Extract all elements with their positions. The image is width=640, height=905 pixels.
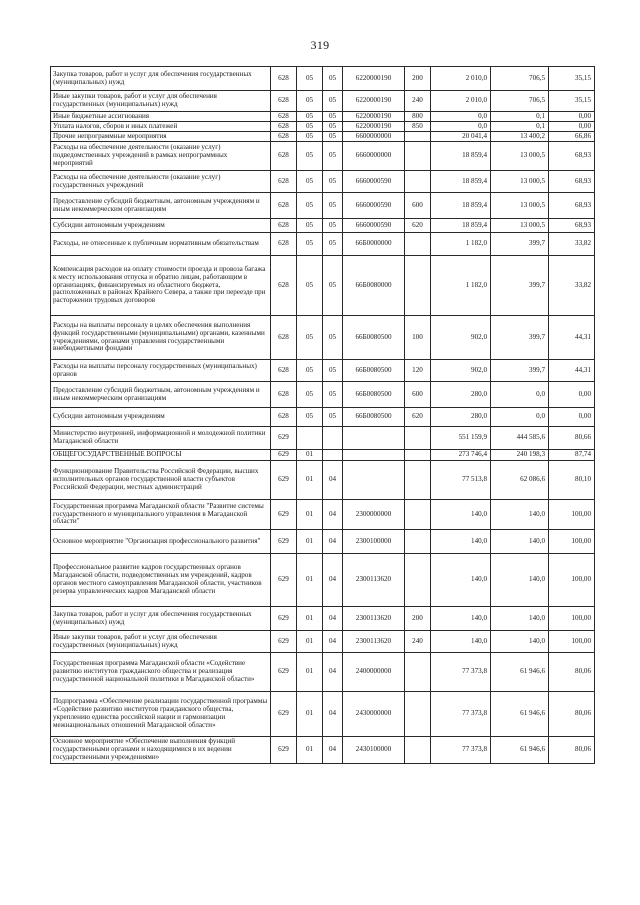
article-code-cell: 6660000000 <box>343 142 405 171</box>
article-code-cell: 2300100000 <box>343 530 405 554</box>
section-code-cell: 05 <box>297 112 323 122</box>
section-code-cell: 01 <box>297 737 323 764</box>
expense-type-cell <box>405 450 431 461</box>
section-code-cell <box>297 427 323 450</box>
subsection-code-cell <box>323 450 343 461</box>
article-code-cell: 6220000190 <box>343 67 405 91</box>
row-name-cell: Расходы на обеспечение деятельности (оказание услуг) государственных учреждений <box>51 171 271 193</box>
subsection-code-cell: 05 <box>323 112 343 122</box>
table-row <box>51 631 595 653</box>
ministry-code-cell: 629 <box>271 737 297 764</box>
article-code-cell: 6220000190 <box>343 122 405 132</box>
row-name-cell: Уплата налогов, сборов и иных платежей <box>51 122 271 132</box>
section-code-cell: 05 <box>297 316 323 360</box>
percent-cell: 0,00 <box>549 408 595 427</box>
actual-amount-cell: 0,1 <box>491 112 549 122</box>
percent-cell: 100,00 <box>549 554 595 607</box>
subsection-code-cell: 05 <box>323 91 343 112</box>
article-code-cell: 6220000190 <box>343 91 405 112</box>
ministry-code-cell: 629 <box>271 530 297 554</box>
subsection-code-cell: 04 <box>323 607 343 631</box>
plan-amount-cell: 140,0 <box>431 631 491 653</box>
table-row <box>51 450 595 461</box>
percent-cell: 33,82 <box>549 256 595 316</box>
expense-type-cell: 600 <box>405 193 431 219</box>
subsection-code-cell: 05 <box>323 382 343 408</box>
percent-cell: 80,66 <box>549 427 595 450</box>
row-name-cell: Иные закупки товаров, работ и услуг для обеспечения государственных (муниципальных) нужд <box>51 631 271 653</box>
section-code-cell: 01 <box>297 500 323 530</box>
percent-cell: 68,93 <box>549 171 595 193</box>
expense-type-cell <box>405 653 431 692</box>
ministry-code-cell: 629 <box>271 692 297 737</box>
actual-amount-cell: 240 198,3 <box>491 450 549 461</box>
row-name-cell: Функционирование Правительства Российской Федерации, высших исполнительных органов государственной власти субъектов Российской Федерации, местных администраций <box>51 461 271 500</box>
ministry-code-cell: 628 <box>271 233 297 256</box>
plan-amount-cell: 77 513,8 <box>431 461 491 500</box>
actual-amount-cell: 13 000,5 <box>491 171 549 193</box>
article-code-cell <box>343 450 405 461</box>
row-name-cell: Прочие непрограммные мероприятия <box>51 132 271 142</box>
ministry-code-cell: 629 <box>271 450 297 461</box>
table-row <box>51 653 595 692</box>
table-row <box>51 530 595 554</box>
plan-amount-cell: 1 182,0 <box>431 233 491 256</box>
table-row <box>51 112 595 122</box>
plan-amount-cell: 2 010,0 <box>431 91 491 112</box>
row-name-cell: Субсидии автономным учреждениям <box>51 219 271 233</box>
row-name-cell: Основное мероприятие «Обеспечение выполнения функций государственными органами и находящимися в их ведении государственными учреждениями» <box>51 737 271 764</box>
expense-type-cell: 620 <box>405 219 431 233</box>
plan-amount-cell: 0,0 <box>431 122 491 132</box>
expense-type-cell <box>405 530 431 554</box>
row-name-cell: Расходы на обеспечение деятельности (оказание услуг) подведомственных учреждений в рамках непрограммных мероприятий <box>51 142 271 171</box>
ministry-code-cell: 629 <box>271 461 297 500</box>
subsection-code-cell: 05 <box>323 219 343 233</box>
row-name-cell: Субсидии автономным учреждениям <box>51 408 271 427</box>
plan-amount-cell: 140,0 <box>431 607 491 631</box>
actual-amount-cell: 399,7 <box>491 316 549 360</box>
budget-table <box>50 66 595 764</box>
expense-type-cell <box>405 500 431 530</box>
actual-amount-cell: 13 000,5 <box>491 219 549 233</box>
plan-amount-cell: 77 373,8 <box>431 653 491 692</box>
expense-type-cell <box>405 692 431 737</box>
actual-amount-cell: 61 946,6 <box>491 737 549 764</box>
actual-amount-cell: 140,0 <box>491 530 549 554</box>
article-code-cell: 66Б0080500 <box>343 382 405 408</box>
ministry-code-cell: 628 <box>271 316 297 360</box>
section-code-cell: 05 <box>297 122 323 132</box>
section-code-cell: 05 <box>297 193 323 219</box>
expense-type-cell: 120 <box>405 360 431 382</box>
subsection-code-cell: 05 <box>323 360 343 382</box>
article-code-cell: 2300000000 <box>343 500 405 530</box>
article-code-cell: 2300113620 <box>343 554 405 607</box>
expense-type-cell: 620 <box>405 408 431 427</box>
actual-amount-cell: 140,0 <box>491 631 549 653</box>
plan-amount-cell: 0,0 <box>431 112 491 122</box>
row-name-cell: Предоставление субсидий бюджетным, автономным учреждениям и иным некоммерческим организациям <box>51 193 271 219</box>
row-name-cell: Расходы, не отнесенные к публичным нормативным обязательствам <box>51 233 271 256</box>
section-code-cell: 05 <box>297 171 323 193</box>
actual-amount-cell: 62 086,6 <box>491 461 549 500</box>
ministry-code-cell: 628 <box>271 382 297 408</box>
ministry-code-cell: 628 <box>271 91 297 112</box>
article-code-cell: 6220000190 <box>343 112 405 122</box>
ministry-code-cell: 629 <box>271 653 297 692</box>
expense-type-cell: 200 <box>405 607 431 631</box>
ministry-code-cell: 629 <box>271 500 297 530</box>
section-code-cell: 05 <box>297 382 323 408</box>
section-code-cell: 05 <box>297 132 323 142</box>
plan-amount-cell: 20 041,4 <box>431 132 491 142</box>
section-code-cell: 05 <box>297 256 323 316</box>
subsection-code-cell: 04 <box>323 530 343 554</box>
table-row <box>51 91 595 112</box>
subsection-code-cell: 05 <box>323 67 343 91</box>
table-row <box>51 316 595 360</box>
percent-cell: 33,82 <box>549 233 595 256</box>
actual-amount-cell: 399,7 <box>491 256 549 316</box>
actual-amount-cell: 13 400,2 <box>491 132 549 142</box>
row-name-cell: Министерство внутренней, информационной и молодежной политики Магаданской области <box>51 427 271 450</box>
subsection-code-cell: 05 <box>323 316 343 360</box>
ministry-code-cell: 629 <box>271 607 297 631</box>
plan-amount-cell: 2 010,0 <box>431 67 491 91</box>
table-row <box>51 219 595 233</box>
actual-amount-cell: 706,5 <box>491 67 549 91</box>
subsection-code-cell: 05 <box>323 256 343 316</box>
table-row <box>51 737 595 764</box>
ministry-code-cell: 628 <box>271 132 297 142</box>
percent-cell: 80,10 <box>549 461 595 500</box>
actual-amount-cell: 399,7 <box>491 360 549 382</box>
ministry-code-cell: 629 <box>271 554 297 607</box>
table-row <box>51 193 595 219</box>
percent-cell: 68,93 <box>549 193 595 219</box>
ministry-code-cell: 628 <box>271 256 297 316</box>
subsection-code-cell: 04 <box>323 631 343 653</box>
expense-type-cell <box>405 256 431 316</box>
row-name-cell: Иные закупки товаров, работ и услуг для обеспечения государственных (муниципальных) нужд <box>51 91 271 112</box>
subsection-code-cell: 05 <box>323 132 343 142</box>
percent-cell: 68,93 <box>549 142 595 171</box>
actual-amount-cell: 444 585,6 <box>491 427 549 450</box>
plan-amount-cell: 140,0 <box>431 554 491 607</box>
plan-amount-cell: 280,0 <box>431 408 491 427</box>
section-code-cell: 01 <box>297 554 323 607</box>
article-code-cell: 66Б0080500 <box>343 360 405 382</box>
table-row <box>51 427 595 450</box>
section-code-cell: 05 <box>297 67 323 91</box>
plan-amount-cell: 902,0 <box>431 316 491 360</box>
expense-type-cell: 240 <box>405 91 431 112</box>
expense-type-cell: 800 <box>405 112 431 122</box>
article-code-cell <box>343 427 405 450</box>
article-code-cell: 2300113620 <box>343 631 405 653</box>
article-code-cell: 2400000000 <box>343 653 405 692</box>
row-name-cell: Предоставление субсидий бюджетным, автономным учреждениям и иным некоммерческим организациям <box>51 382 271 408</box>
expense-type-cell: 100 <box>405 316 431 360</box>
subsection-code-cell: 05 <box>323 122 343 132</box>
article-code-cell <box>343 461 405 500</box>
article-code-cell: 6660000590 <box>343 219 405 233</box>
section-code-cell: 05 <box>297 233 323 256</box>
section-code-cell: 01 <box>297 653 323 692</box>
actual-amount-cell: 0,0 <box>491 408 549 427</box>
section-code-cell: 05 <box>297 219 323 233</box>
expense-type-cell <box>405 132 431 142</box>
ministry-code-cell: 628 <box>271 112 297 122</box>
ministry-code-cell: 628 <box>271 171 297 193</box>
plan-amount-cell: 1 182,0 <box>431 256 491 316</box>
ministry-code-cell: 628 <box>271 360 297 382</box>
plan-amount-cell: 273 746,4 <box>431 450 491 461</box>
plan-amount-cell: 77 373,8 <box>431 737 491 764</box>
expense-type-cell <box>405 171 431 193</box>
article-code-cell: 6600000000 <box>343 132 405 142</box>
table-row <box>51 132 595 142</box>
plan-amount-cell: 551 159,9 <box>431 427 491 450</box>
ministry-code-cell: 628 <box>271 408 297 427</box>
plan-amount-cell: 280,0 <box>431 382 491 408</box>
actual-amount-cell: 140,0 <box>491 554 549 607</box>
actual-amount-cell: 61 946,6 <box>491 653 549 692</box>
subsection-code-cell: 04 <box>323 692 343 737</box>
plan-amount-cell: 902,0 <box>431 360 491 382</box>
actual-amount-cell: 13 000,5 <box>491 193 549 219</box>
percent-cell: 35,15 <box>549 91 595 112</box>
page-number: 319 <box>310 38 330 52</box>
expense-type-cell <box>405 142 431 171</box>
expense-type-cell <box>405 461 431 500</box>
subsection-code-cell: 04 <box>323 461 343 500</box>
article-code-cell: 2300113620 <box>343 607 405 631</box>
subsection-code-cell: 05 <box>323 233 343 256</box>
table-row <box>51 607 595 631</box>
table-row <box>51 122 595 132</box>
actual-amount-cell: 399,7 <box>491 233 549 256</box>
article-code-cell: 2430000000 <box>343 692 405 737</box>
percent-cell: 44,31 <box>549 316 595 360</box>
article-code-cell: 6660000590 <box>343 193 405 219</box>
plan-amount-cell: 140,0 <box>431 500 491 530</box>
table-row <box>51 692 595 737</box>
section-code-cell: 05 <box>297 142 323 171</box>
actual-amount-cell: 0,1 <box>491 122 549 132</box>
percent-cell: 87,74 <box>549 450 595 461</box>
percent-cell: 68,93 <box>549 219 595 233</box>
expense-type-cell <box>405 554 431 607</box>
percent-cell: 44,31 <box>549 360 595 382</box>
actual-amount-cell: 140,0 <box>491 500 549 530</box>
row-name-cell: Государственная программа Магаданской области "Развитие системы государственного и муниципального управления в Магаданской области" <box>51 500 271 530</box>
actual-amount-cell: 61 946,6 <box>491 692 549 737</box>
percent-cell: 80,06 <box>549 653 595 692</box>
table-row <box>51 500 595 530</box>
actual-amount-cell: 0,0 <box>491 382 549 408</box>
section-code-cell: 01 <box>297 450 323 461</box>
percent-cell: 100,00 <box>549 607 595 631</box>
expense-type-cell: 850 <box>405 122 431 132</box>
percent-cell: 100,00 <box>549 530 595 554</box>
ministry-code-cell: 628 <box>271 67 297 91</box>
ministry-code-cell: 629 <box>271 631 297 653</box>
article-code-cell: 6660000590 <box>343 171 405 193</box>
section-code-cell: 01 <box>297 461 323 500</box>
row-name-cell: Расходы на выплаты персоналу в целях обеспечения выполнения функций государственными (муниципальными) органами, казенными учреждениями, органами управления государственными внебюджетными фондами <box>51 316 271 360</box>
subsection-code-cell: 04 <box>323 737 343 764</box>
ministry-code-cell: 629 <box>271 427 297 450</box>
ministry-code-cell: 628 <box>271 219 297 233</box>
table-row <box>51 233 595 256</box>
subsection-code-cell: 05 <box>323 408 343 427</box>
percent-cell: 80,06 <box>549 692 595 737</box>
table-row <box>51 256 595 316</box>
plan-amount-cell: 18 859,4 <box>431 193 491 219</box>
table-row <box>51 554 595 607</box>
row-name-cell: Государственная программа Магаданской области «Содействие развитию институтов гражданского общества и реализация государственной национальной политики в Магаданской области» <box>51 653 271 692</box>
percent-cell: 0,00 <box>549 382 595 408</box>
row-name-cell: Профессиональное развитие кадров государственных органов Магаданской области, подведомственных им учреждений, кадров органов местного самоуправления Магаданской области, участников резерва управленческих кадров Магаданской области <box>51 554 271 607</box>
section-code-cell: 01 <box>297 692 323 737</box>
row-name-cell: Закупка товаров, работ и услуг для обеспечения государственных (муниципальных) нужд <box>51 607 271 631</box>
row-name-cell: Расходы на выплаты персоналу государственных (муниципальных) органов <box>51 360 271 382</box>
percent-cell: 35,15 <box>549 67 595 91</box>
table-row <box>51 142 595 171</box>
section-code-cell: 05 <box>297 408 323 427</box>
expense-type-cell: 240 <box>405 631 431 653</box>
expense-type-cell: 600 <box>405 382 431 408</box>
row-name-cell: Компенсация расходов на оплату стоимости проезда и провоза багажа к месту использования отпуска и обратно лицам, работающим в организациях, финансируемых из областного бюджета, расположенных в районах Крайнего Севера, а также при переезде при расторжении трудовых договоров <box>51 256 271 316</box>
actual-amount-cell: 140,0 <box>491 607 549 631</box>
subsection-code-cell: 04 <box>323 500 343 530</box>
plan-amount-cell: 18 859,4 <box>431 219 491 233</box>
subsection-code-cell <box>323 427 343 450</box>
ministry-code-cell: 628 <box>271 122 297 132</box>
row-name-cell: Иные бюджетные ассигнования <box>51 112 271 122</box>
actual-amount-cell: 13 000,5 <box>491 142 549 171</box>
subsection-code-cell: 05 <box>323 142 343 171</box>
plan-amount-cell: 77 373,8 <box>431 692 491 737</box>
table-row <box>51 171 595 193</box>
expense-type-cell <box>405 233 431 256</box>
section-code-cell: 01 <box>297 530 323 554</box>
row-name-cell: Основное мероприятие "Организация профессионального развития" <box>51 530 271 554</box>
actual-amount-cell: 706,5 <box>491 91 549 112</box>
expense-type-cell: 200 <box>405 67 431 91</box>
article-code-cell: 66Б0080500 <box>343 316 405 360</box>
article-code-cell: 66Б0080000 <box>343 256 405 316</box>
row-name-cell: ОБЩЕГОСУДАРСТВЕННЫЕ ВОПРОСЫ <box>51 450 271 461</box>
table-row <box>51 461 595 500</box>
table-row <box>51 360 595 382</box>
percent-cell: 80,06 <box>549 737 595 764</box>
section-code-cell: 05 <box>297 360 323 382</box>
section-code-cell: 05 <box>297 91 323 112</box>
table-row <box>51 67 595 91</box>
table-row <box>51 408 595 427</box>
percent-cell: 100,00 <box>549 631 595 653</box>
row-name-cell: Подпрограмма «Обеспечение реализации государственной программы «Содействие развитию институтов гражданского общества, укреплению единства российской нации и гармонизации межнациональных отношений Магаданской области» <box>51 692 271 737</box>
percent-cell: 66,86 <box>549 132 595 142</box>
section-code-cell: 01 <box>297 607 323 631</box>
ministry-code-cell: 628 <box>271 193 297 219</box>
plan-amount-cell: 140,0 <box>431 530 491 554</box>
percent-cell: 0,00 <box>549 112 595 122</box>
expense-type-cell <box>405 427 431 450</box>
plan-amount-cell: 18 859,4 <box>431 142 491 171</box>
table-row <box>51 382 595 408</box>
percent-cell: 100,00 <box>549 500 595 530</box>
ministry-code-cell: 628 <box>271 142 297 171</box>
article-code-cell: 66Б0000000 <box>343 233 405 256</box>
percent-cell: 0,00 <box>549 122 595 132</box>
subsection-code-cell: 04 <box>323 653 343 692</box>
section-code-cell: 01 <box>297 631 323 653</box>
expense-type-cell <box>405 737 431 764</box>
subsection-code-cell: 05 <box>323 193 343 219</box>
article-code-cell: 2430100000 <box>343 737 405 764</box>
subsection-code-cell: 05 <box>323 171 343 193</box>
plan-amount-cell: 18 859,4 <box>431 171 491 193</box>
subsection-code-cell: 04 <box>323 554 343 607</box>
article-code-cell: 66Б0080500 <box>343 408 405 427</box>
row-name-cell: Закупка товаров, работ и услуг для обеспечения государственных (муниципальных) нужд <box>51 67 271 91</box>
